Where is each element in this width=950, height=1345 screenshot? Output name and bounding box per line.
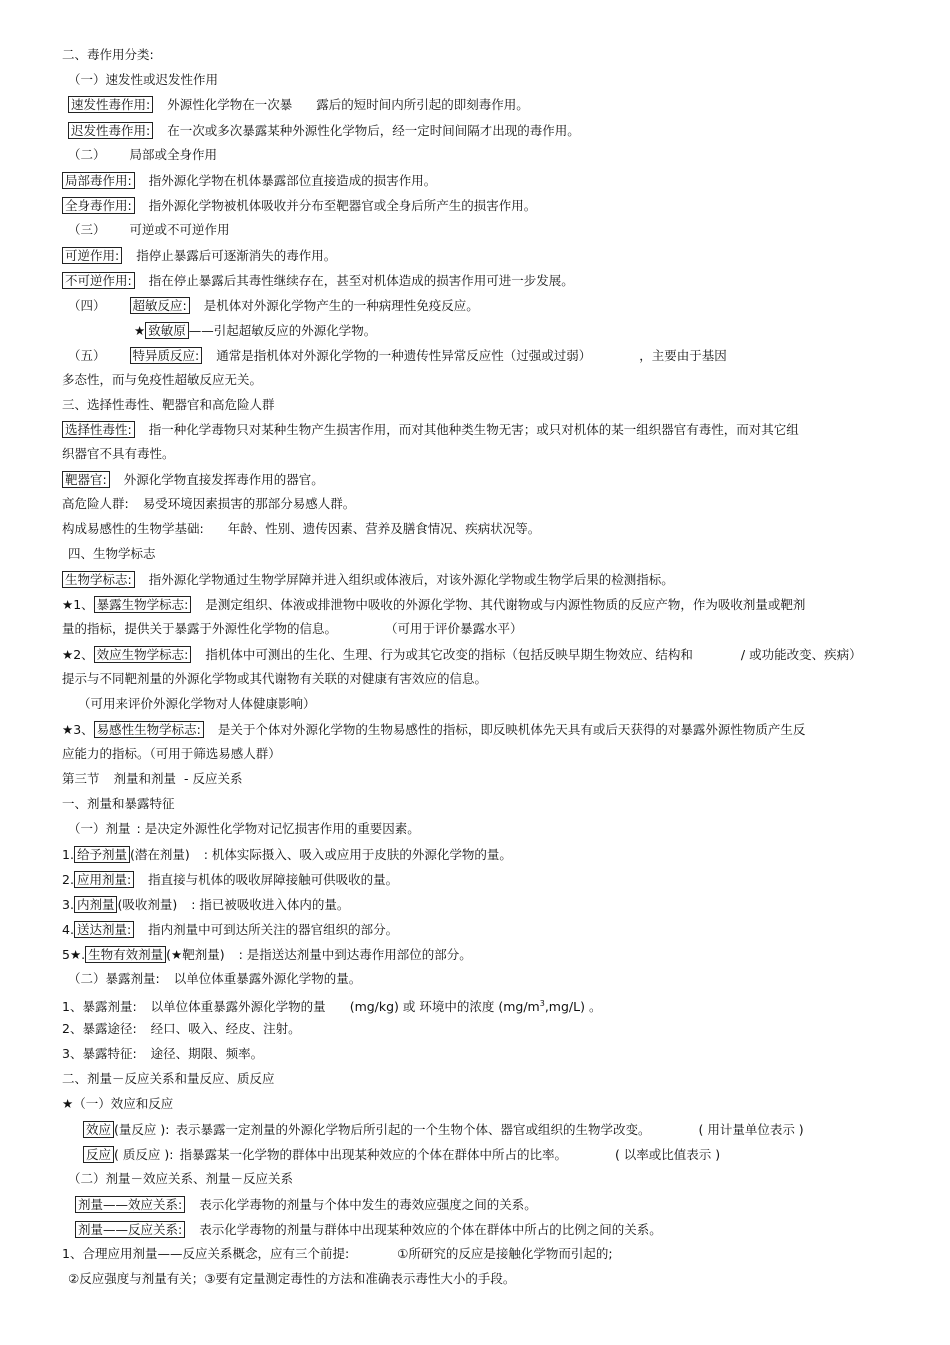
list-item	[62, 1021, 301, 1037]
definition-text: : 机体实际摄入、吸入或应用于皮肤的外源化学物的量。	[203, 847, 512, 862]
definition-text: 指直接与机体的吸收屏障接触可供吸收的量。	[148, 872, 399, 887]
definition-text: 指停止暴露后可逐渐消失的毒作用。	[136, 248, 337, 263]
term-box: 反应	[83, 1146, 114, 1163]
item-number: ★1、	[62, 597, 94, 612]
list-item	[62, 871, 398, 888]
term-note: (量反应 ):	[114, 1122, 170, 1137]
definition-text: 指在停止暴露后其毒性继续存在，甚至对机体造成的损害作用可进一步发展。	[148, 273, 574, 288]
section-heading: 四、生物学标志	[68, 546, 156, 561]
definition-text: ,mg/L) 。	[544, 999, 602, 1014]
term-box: 超敏反应:	[130, 297, 190, 314]
subsection-heading: （一）速发性或迟发性作用	[68, 72, 219, 87]
definition-row	[83, 1121, 804, 1138]
definition-text: 多态性，而与免疫性超敏反应无关。	[62, 372, 263, 387]
subsection-number: （二）	[68, 147, 106, 162]
definition-text: 在一次或多次暴露某种外源性化学物后，经一定时间间隔才出现的毒作用。	[167, 123, 580, 138]
term-note: (吸收剂量)	[117, 897, 178, 912]
section-heading: 一、剂量和暴露特征	[62, 796, 175, 811]
definition-text: 表示暴露一定剂量的外源化学物后所引起的一个生物个体、器官或组织的生物学改变。	[175, 1122, 651, 1137]
subsection-number: （三）	[68, 222, 106, 237]
term-box: 效应生物学标志:	[94, 646, 192, 663]
term-label: 2、暴露途径:	[62, 1021, 137, 1036]
list-item	[62, 996, 601, 1015]
definition-row	[62, 197, 536, 214]
definition-text: : 是指送达剂量中到达毒作用部位的部分。	[238, 947, 472, 962]
subsection-heading	[68, 821, 420, 837]
chapter-title: - 反应关系	[184, 771, 243, 786]
term-note: (潜在剂量)	[129, 847, 190, 862]
definition-note: （可用于评价暴露水平）	[385, 621, 523, 636]
term-box: 剂量——效应关系:	[75, 1196, 185, 1213]
item-number: 3.	[62, 897, 74, 912]
term-box: 剂量——反应关系:	[75, 1221, 185, 1238]
definition-text: 提示与不同靶剂量的外源化学物或其代谢物有关联的对健康有害效应的信息。	[62, 671, 488, 686]
definition-row	[62, 621, 523, 637]
item-number: 5★.	[62, 947, 86, 962]
definition-text: 是机体对外源化学物产生的一种病理性免疫反应。	[203, 298, 479, 313]
subsection-heading: ★（一）效应和反应	[62, 1096, 174, 1111]
item-number: 4.	[62, 922, 74, 937]
definition-text: 外源性化学物在一次暴	[167, 97, 293, 112]
definition-text: 指内剂量中可到达所关注的器官组织的部分。	[148, 922, 399, 937]
definition-text: 指外源化学物被机体吸收并分布至靶器官或全身后所产生的损害作用。	[148, 198, 537, 213]
definition-row	[62, 172, 436, 189]
chapter-title: 剂量和剂量	[113, 771, 177, 786]
definition-text: ——引起超敏反应的外源化学物。	[188, 323, 377, 338]
definition-row	[62, 247, 336, 264]
term-box: 全身毒作用:	[62, 197, 135, 214]
definition-row	[62, 571, 674, 588]
definition-row	[62, 721, 805, 738]
term-box: 生物学标志:	[62, 571, 135, 588]
subsection-title: 局部或全身作用	[129, 147, 218, 162]
subsection-heading: （二）剂量－效应关系、剂量－反应关系	[68, 1171, 294, 1186]
definition-row	[62, 421, 799, 438]
term-box: 易感性生物学标志:	[94, 721, 204, 738]
definition-text: 应能力的指标。（可用于筛选易感人群）	[62, 746, 281, 761]
definition-row	[68, 122, 580, 139]
term-note: ( 质反应 ):	[114, 1147, 174, 1162]
definition-text: 以单位体重暴露外源化学物的量。	[173, 971, 362, 986]
term-box: 迟发性毒作用:	[68, 122, 153, 139]
definition-row	[62, 496, 355, 512]
definition-text: 指外源化学物在机体暴露部位直接造成的损害作用。	[148, 173, 437, 188]
definition-text: 织器官不具有毒性。	[62, 446, 175, 461]
subsection-title: （二）暴露剂量:	[68, 971, 160, 986]
term-box: 暴露生物学标志:	[94, 596, 192, 613]
term-label: 高危险人群:	[62, 496, 129, 511]
term-box: 内剂量	[74, 896, 118, 913]
definition-row	[75, 1196, 537, 1213]
definition-row	[134, 322, 376, 339]
definition-text: 是测定组织、体液或排泄物中吸收的外源化学物、其代谢物或与内源性物质的反应产物，作为吸收剂量或靶剂	[205, 597, 806, 612]
term-box: 生物有效剂量	[85, 946, 166, 963]
term-box: 致敏原	[145, 322, 189, 339]
section-heading: 三、选择性毒性、靶器官和高危险人群	[62, 397, 275, 412]
term-box: 效应	[83, 1121, 114, 1138]
definition-row	[68, 297, 479, 314]
definition-text: (mg/kg) 或 环境中的浓度 (mg/m	[349, 999, 540, 1014]
list-item	[62, 846, 512, 863]
definition-text: 年龄、性别、遗传因素、营养及膳食情况、疾病状况等。	[227, 521, 541, 536]
definition-note: ( 用计量单位表示 )	[698, 1122, 804, 1137]
item-number: ★3、	[62, 722, 94, 737]
definition-row	[62, 596, 805, 613]
term-box: 送达剂量:	[74, 921, 134, 938]
definition-text: 指机体中可测出的生化、生理、行为或其它改变的指标（包括反映早期生物效应、结构和	[205, 647, 693, 662]
definition-text: ，主要由于基因	[639, 348, 727, 363]
definition-text: 是关于个体对外源化学物的生物易感性的指标，即反映机体先天具有或后天获得的对暴露外源性物质产生反	[217, 722, 806, 737]
definition-text: 1、合理应用剂量——反应关系概念，应有三个前提:	[62, 1246, 350, 1261]
section-heading: 二、剂量－反应关系和量反应、质反应	[62, 1071, 275, 1086]
subsection-title: （一）剂量	[68, 821, 131, 836]
definition-text: : 是决定外源性化学物对记忆损害作用的重要因素。	[136, 821, 420, 836]
term-label: 构成易感性的生物学基础:	[62, 521, 204, 536]
definition-row	[83, 1146, 720, 1163]
list-item	[62, 896, 349, 913]
subsection-heading	[68, 147, 217, 163]
definition-row	[62, 272, 574, 289]
definition-text: 通常是指机体对外源化学物的一种遗传性异常反应性（过强或过弱）	[216, 348, 592, 363]
term-label: 3、暴露特征:	[62, 1046, 137, 1061]
definition-text: 露后的短时间内所引起的即刻毒作用。	[316, 97, 529, 112]
definition-text: 指外源化学物通过生物学屏障并进入组织或体液后，对该外源化学物或生物学后果的检测指标。	[148, 572, 674, 587]
chapter-number: 第三节	[62, 771, 100, 786]
definition-note: ( 以率或比值表示 )	[614, 1147, 721, 1162]
definition-text: 表示化学毒物的剂量与群体中出现某种效应的个体在群体中所占的比例之间的关系。	[199, 1222, 662, 1237]
definition-text: / 或功能改变、疾病）	[740, 647, 862, 662]
definition-row	[62, 471, 324, 488]
term-box: 特异质反应:	[130, 347, 203, 364]
list-item	[62, 1046, 263, 1062]
definition-row	[68, 96, 529, 113]
definition-text: 指一种化学毒物只对某种生物产生损害作用，而对其他种类生物无害；或只对机体的某一组织器官有毒性，而对其它组	[148, 422, 799, 437]
term-note: (★靶剂量)	[166, 947, 225, 962]
subsection-number: （四）	[68, 298, 106, 313]
subsection-heading	[68, 222, 230, 238]
term-box: 靶器官:	[62, 471, 110, 488]
definition-text: 经口、吸入、经皮、注射。	[150, 1021, 301, 1036]
term-label: 1、暴露剂量:	[62, 999, 137, 1014]
term-box: 给予剂量	[74, 846, 130, 863]
list-item	[62, 946, 472, 963]
definition-note: （可用来评价外源化学物对人体健康影响）	[78, 696, 316, 711]
term-box: 速发性毒作用:	[68, 96, 153, 113]
term-box: 局部毒作用:	[62, 172, 135, 189]
subsection-title: 可逆或不可逆作用	[129, 222, 230, 237]
definition-text: 表示化学毒物的剂量与个体中发生的毒效应强度之间的关系。	[199, 1197, 537, 1212]
definition-text: 易受环境因素损害的那部分易感人群。	[142, 496, 356, 511]
item-number: ★2、	[62, 647, 94, 662]
definition-text: : 指已被吸收进入体内的量。	[191, 897, 350, 912]
term-box: 可逆作用:	[62, 247, 122, 264]
definition-text: 外源化学物直接发挥毒作用的器官。	[123, 472, 324, 487]
list-item	[62, 921, 398, 938]
definition-text: ①所研究的反应是接触化学物而引起的;	[397, 1246, 613, 1261]
item-number: 1.	[62, 847, 74, 862]
section-heading: 二、毒作用分类:	[62, 47, 154, 62]
superscript: 3	[539, 999, 545, 1008]
term-box: 不可逆作用:	[62, 272, 135, 289]
definition-text: 途径、期限、频率。	[150, 1046, 264, 1061]
chapter-heading	[62, 771, 243, 787]
definition-row	[62, 646, 862, 663]
definition-row	[68, 347, 727, 364]
definition-row	[75, 1221, 662, 1238]
subsection-heading	[68, 971, 361, 987]
definition-text: 量的指标，提供关于暴露于外源性化学物的信息。	[62, 621, 338, 636]
star-icon: ★	[134, 323, 146, 338]
definition-row	[62, 521, 540, 537]
definition-text: ②反应强度与剂量有关；③要有定量测定毒性的方法和准确表示毒性大小的手段。	[68, 1271, 516, 1286]
subsection-number: （五）	[68, 348, 106, 363]
definition-row	[62, 1246, 613, 1262]
term-box: 选择性毒性:	[62, 421, 135, 438]
term-box: 应用剂量:	[74, 871, 134, 888]
item-number: 2.	[62, 872, 74, 887]
definition-text: 指暴露某一化学物的群体中出现某种效应的个体在群体中所占的比率。	[179, 1147, 567, 1162]
definition-text: 以单位体重暴露外源化学物的量	[150, 999, 326, 1014]
